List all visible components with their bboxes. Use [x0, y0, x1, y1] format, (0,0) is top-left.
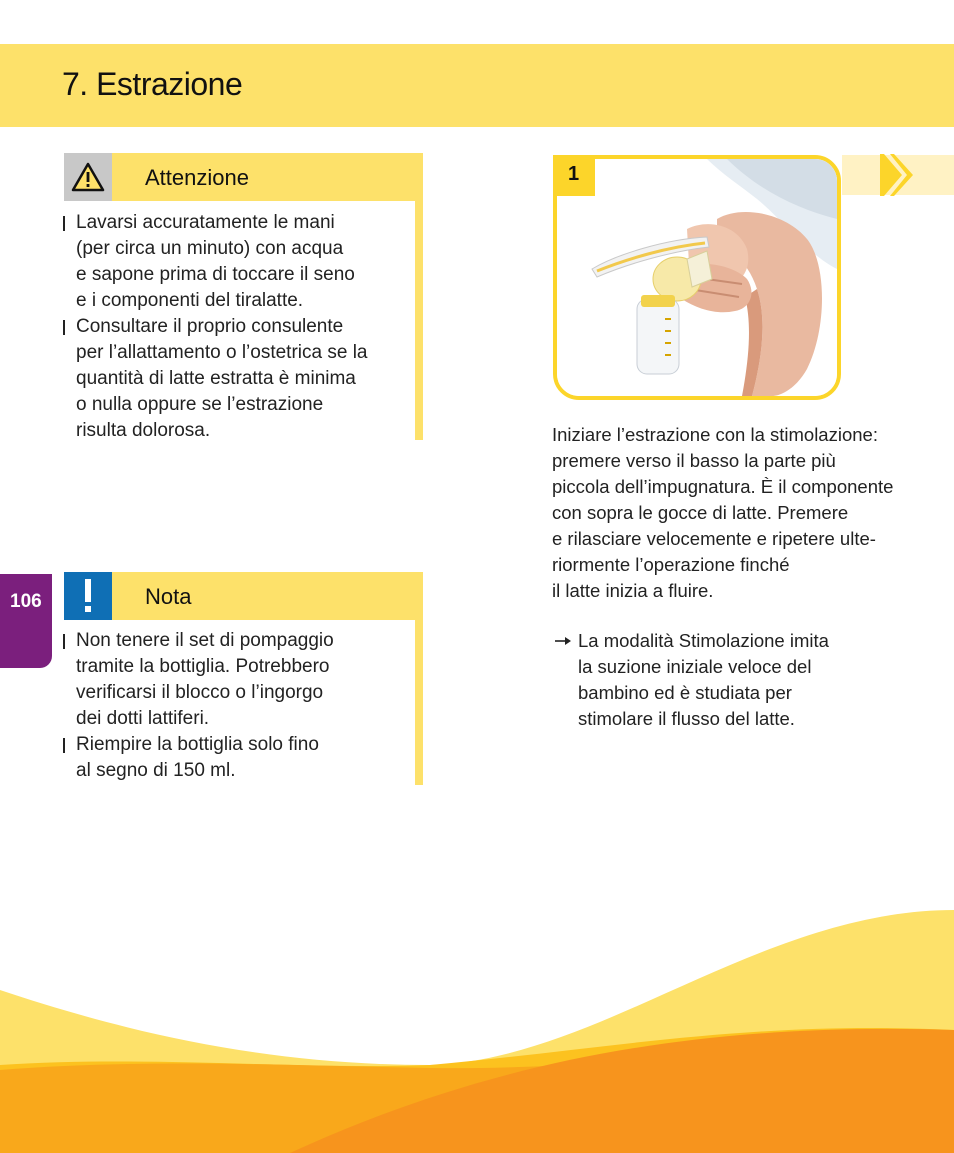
step-photo	[553, 155, 841, 400]
note-title: Nota	[145, 584, 192, 609]
arrow-right-icon	[554, 628, 572, 654]
list-item: Lavarsi accuratamente le mani (per circa un minuto) con acqua e sapone prima di toccare il seno e i componenti del tiralatte.	[63, 210, 408, 314]
bullet-bar	[63, 634, 65, 649]
hand-breast-pump-photo	[557, 159, 837, 396]
list-item: Riempire la bottiglia solo fino al segno di 150 ml.	[63, 732, 408, 784]
page-number-tab	[0, 574, 52, 668]
step-number: 1	[568, 163, 580, 185]
bullet-bar	[63, 216, 65, 231]
next-arrow-icon	[880, 154, 914, 196]
attention-list	[63, 210, 408, 444]
step-number-badge	[553, 155, 595, 196]
note-box-header	[64, 572, 423, 620]
bullet-bar	[63, 320, 65, 335]
note-list	[63, 628, 408, 784]
step-description: Iniziare l’estrazione con la stimolazione: premere verso il basso la parte più piccola dell’impugnatura. È il componente con sopra le gocce di latte. Premere e rilasciare velocemente e ripetere ulte- riormente l’operazione finché il latte inizia a fluire.	[552, 424, 894, 601]
exclamation-icon	[64, 572, 112, 620]
attention-title: Attenzione	[145, 165, 249, 190]
note-box-rule	[415, 619, 423, 785]
page-title: 7. Estrazione	[62, 66, 243, 102]
step-note-text: La modalità Stimolazione imita la suzione iniziale veloce del bambino ed è studiata per stimolare il flusso del latte.	[578, 630, 829, 729]
list-item: Consultare il proprio consulente per l’allattamento o l’ostetrica se la quantità di latte estratta è minima o nulla oppure se l’estrazione risulta dolorosa.	[63, 314, 408, 444]
bullet-bar	[63, 738, 65, 753]
warning-triangle-icon	[64, 153, 112, 201]
step-note	[554, 628, 934, 732]
attention-box-header	[64, 153, 423, 201]
page-number: 106	[10, 591, 42, 612]
decorative-waves	[0, 880, 954, 1153]
list-item: Non tenere il set di pompaggio tramite la bottiglia. Potrebbero verificarsi il blocco o l’ingorgo dei dotti lattiferi.	[63, 628, 408, 732]
attention-box-rule	[415, 200, 423, 440]
